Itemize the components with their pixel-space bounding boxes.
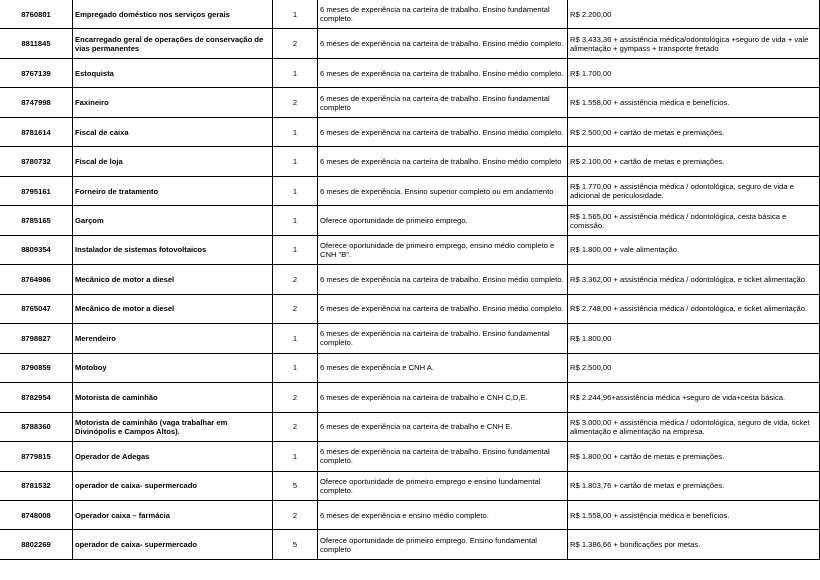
job-title: Fiscal de loja	[73, 147, 273, 176]
vacancy-count: 1	[273, 324, 318, 353]
job-title: Motorista de caminhão	[73, 383, 273, 412]
job-requirements: Oferece oportunidade de primeiro emprego. Ensino fundamental completo	[318, 530, 568, 559]
job-title: operador de caixa- supermercado	[73, 471, 273, 500]
table-row	[0, 265, 820, 294]
job-requirements: 6 meses de experiência na carteira de trabalho. Ensino médio completo	[318, 147, 568, 176]
table-row	[0, 442, 820, 471]
job-title: Instalador de sistemas fotovoltaicos	[73, 235, 273, 264]
job-requirements: 6 meses de experiência na carteira de trabalho. Ensino fundamental completo.	[318, 0, 568, 29]
job-code: 8798827	[0, 324, 73, 353]
vacancy-count: 2	[273, 294, 318, 323]
table-row	[0, 0, 820, 29]
vacancy-count: 2	[273, 412, 318, 441]
job-title: Motoboy	[73, 353, 273, 382]
job-code: 8785165	[0, 206, 73, 235]
job-code: 8802269	[0, 530, 73, 559]
job-requirements: 6 meses de experiência na carteira de trabalho. Ensino médio completo.	[318, 117, 568, 146]
table-row	[0, 176, 820, 205]
vacancy-count: 1	[273, 0, 318, 29]
job-title: Estoquista	[73, 58, 273, 87]
job-salary: R$ 1.800,00 + cartão de metas e premiações.	[568, 442, 820, 471]
job-code: 8809354	[0, 235, 73, 264]
table-row	[0, 294, 820, 323]
table-row	[0, 412, 820, 441]
job-code: 8764986	[0, 265, 73, 294]
job-code: 8782954	[0, 383, 73, 412]
job-requirements: 6 meses de experiência na carteira de trabalho. Ensino médio completo.	[318, 294, 568, 323]
job-title: operador de caixa- supermercado	[73, 530, 273, 559]
job-title: Empregado doméstico nos serviços gerais	[73, 0, 273, 29]
job-code: 8781614	[0, 117, 73, 146]
job-code: 8760801	[0, 0, 73, 29]
job-salary: R$ 3.000,00 + assistência médica / odontológica, seguro de vida, ticket alimentação e alimentação na empresa.	[568, 412, 820, 441]
job-requirements: 6 meses de experiência na carteira de trabalho. Ensino médio completo.	[318, 29, 568, 58]
job-salary: R$ 2.748,00 + assistência médica / odontológica, e ticket alimentação.	[568, 294, 820, 323]
table-row	[0, 383, 820, 412]
vacancy-count: 1	[273, 147, 318, 176]
job-code: 8790859	[0, 353, 73, 382]
table-row	[0, 206, 820, 235]
vacancy-count: 1	[273, 353, 318, 382]
table-row	[0, 29, 820, 58]
job-salary: R$ 2.244,96+assistência médica +seguro de vida+cesta básica.	[568, 383, 820, 412]
job-requirements: 6 meses de experiência na carteira de trabalho. Ensino médio completo.	[318, 58, 568, 87]
job-title: Faxineiro	[73, 88, 273, 117]
table-row	[0, 88, 820, 117]
job-salary: R$ 1.700,00	[568, 58, 820, 87]
job-salary: R$ 2.100,00 + cartão de metas e premiações.	[568, 147, 820, 176]
job-title: Mecânico de motor a diesel	[73, 265, 273, 294]
job-code: 8780732	[0, 147, 73, 176]
job-title: Encarregado geral de operações de conservação de vias permanentes	[73, 29, 273, 58]
job-salary: R$ 3.362,00 + assistência médica / odontológica, e ticket alimentação.	[568, 265, 820, 294]
job-salary: R$ 1.800,00 + vale alimentação.	[568, 235, 820, 264]
job-requirements: Oferece oportunidade de primeiro emprego, ensino médio completo e CNH "B".	[318, 235, 568, 264]
vacancy-count: 2	[273, 88, 318, 117]
job-salary: R$ 2.500,00 + cartão de metas e premiações.	[568, 117, 820, 146]
table-row	[0, 117, 820, 146]
table-row	[0, 147, 820, 176]
vacancy-count: 5	[273, 530, 318, 559]
vacancy-count: 1	[273, 58, 318, 87]
vacancy-count: 5	[273, 471, 318, 500]
job-code: 8767139	[0, 58, 73, 87]
job-salary: R$ 1.803,76 + cartão de metas e premiações.	[568, 471, 820, 500]
job-title: Fiscal de caixa	[73, 117, 273, 146]
job-requirements: 6 meses de experiência. Ensino superior completo ou em andamento	[318, 176, 568, 205]
job-salary: R$ 1.558,00 + assistência médica e benefícios.	[568, 88, 820, 117]
job-code: 8765047	[0, 294, 73, 323]
vacancy-count: 1	[273, 235, 318, 264]
job-title: Operador de Adegas	[73, 442, 273, 471]
vacancy-count: 1	[273, 117, 318, 146]
table-row	[0, 471, 820, 500]
job-requirements: 6 meses de experiência e CNH A.	[318, 353, 568, 382]
job-requirements: 6 meses de experiência na carteira de trabalho e CNH C,D,E.	[318, 383, 568, 412]
job-title: Operador caixa – farmácia	[73, 500, 273, 529]
table-row	[0, 235, 820, 264]
job-requirements: 6 meses de experiência na carteira de trabalho. Ensino médio completo.	[318, 265, 568, 294]
job-requirements: Oferece oportunidade de primeiro emprego.	[318, 206, 568, 235]
job-salary: R$ 1.558,00 + assistência médica e benefícios.	[568, 500, 820, 529]
vacancy-count: 2	[273, 29, 318, 58]
job-code: 8811845	[0, 29, 73, 58]
job-salary: R$ 1.565,00 + assistência médica / odontológica, cesta básica e comissão.	[568, 206, 820, 235]
table-row	[0, 353, 820, 382]
job-salary: R$ 1.386,66 + bonificações por metas.	[568, 530, 820, 559]
table-row	[0, 500, 820, 529]
job-code: 8788360	[0, 412, 73, 441]
vacancy-count: 1	[273, 206, 318, 235]
vacancy-count: 2	[273, 383, 318, 412]
job-requirements: 6 meses de experiência e ensino médio completo.	[318, 500, 568, 529]
job-code: 8748008	[0, 500, 73, 529]
job-salary: R$ 1.770,00 + assistência médica / odontológica, seguro de vida e adicional de periculosidade.	[568, 176, 820, 205]
job-requirements: 6 meses de experiência na carteira de trabalho. Ensino fundamental completo.	[318, 442, 568, 471]
job-salary: R$ 3.433,36 + assistência médica/odontológica +seguro de vida + vale alimentação + gympass + transporte fretado	[568, 29, 820, 58]
vacancy-count: 2	[273, 500, 318, 529]
job-title: Garçom	[73, 206, 273, 235]
job-title: Forneiro de tratamento	[73, 176, 273, 205]
table-row	[0, 58, 820, 87]
job-code: 8747998	[0, 88, 73, 117]
vacancy-count: 1	[273, 442, 318, 471]
job-title: Mecânico de motor a diesel	[73, 294, 273, 323]
vacancy-count: 2	[273, 265, 318, 294]
job-requirements: Oferece oportunidade de primeiro emprego e ensino fundamental completo.	[318, 471, 568, 500]
job-requirements: 6 meses de experiência na carteira de trabalho. Ensino fundamental completo	[318, 88, 568, 117]
job-salary: R$ 2.200,00	[568, 0, 820, 29]
job-code: 8781532	[0, 471, 73, 500]
job-title: Motorista de caminhão (vaga trabalhar em Divinópolis e Campos Altos).	[73, 412, 273, 441]
table-row	[0, 324, 820, 353]
job-code: 8795161	[0, 176, 73, 205]
job-salary: R$ 1.800,00	[568, 324, 820, 353]
job-salary: R$ 2.500,00	[568, 353, 820, 382]
job-title: Merendeiro	[73, 324, 273, 353]
job-requirements: 6 meses de experiência na carteira de trabalho. Ensino fundamental completo.	[318, 324, 568, 353]
vacancy-count: 1	[273, 176, 318, 205]
table-row	[0, 530, 820, 559]
job-code: 8779815	[0, 442, 73, 471]
job-requirements: 6 meses de experiência na carteira de trabalho e CNH E.	[318, 412, 568, 441]
